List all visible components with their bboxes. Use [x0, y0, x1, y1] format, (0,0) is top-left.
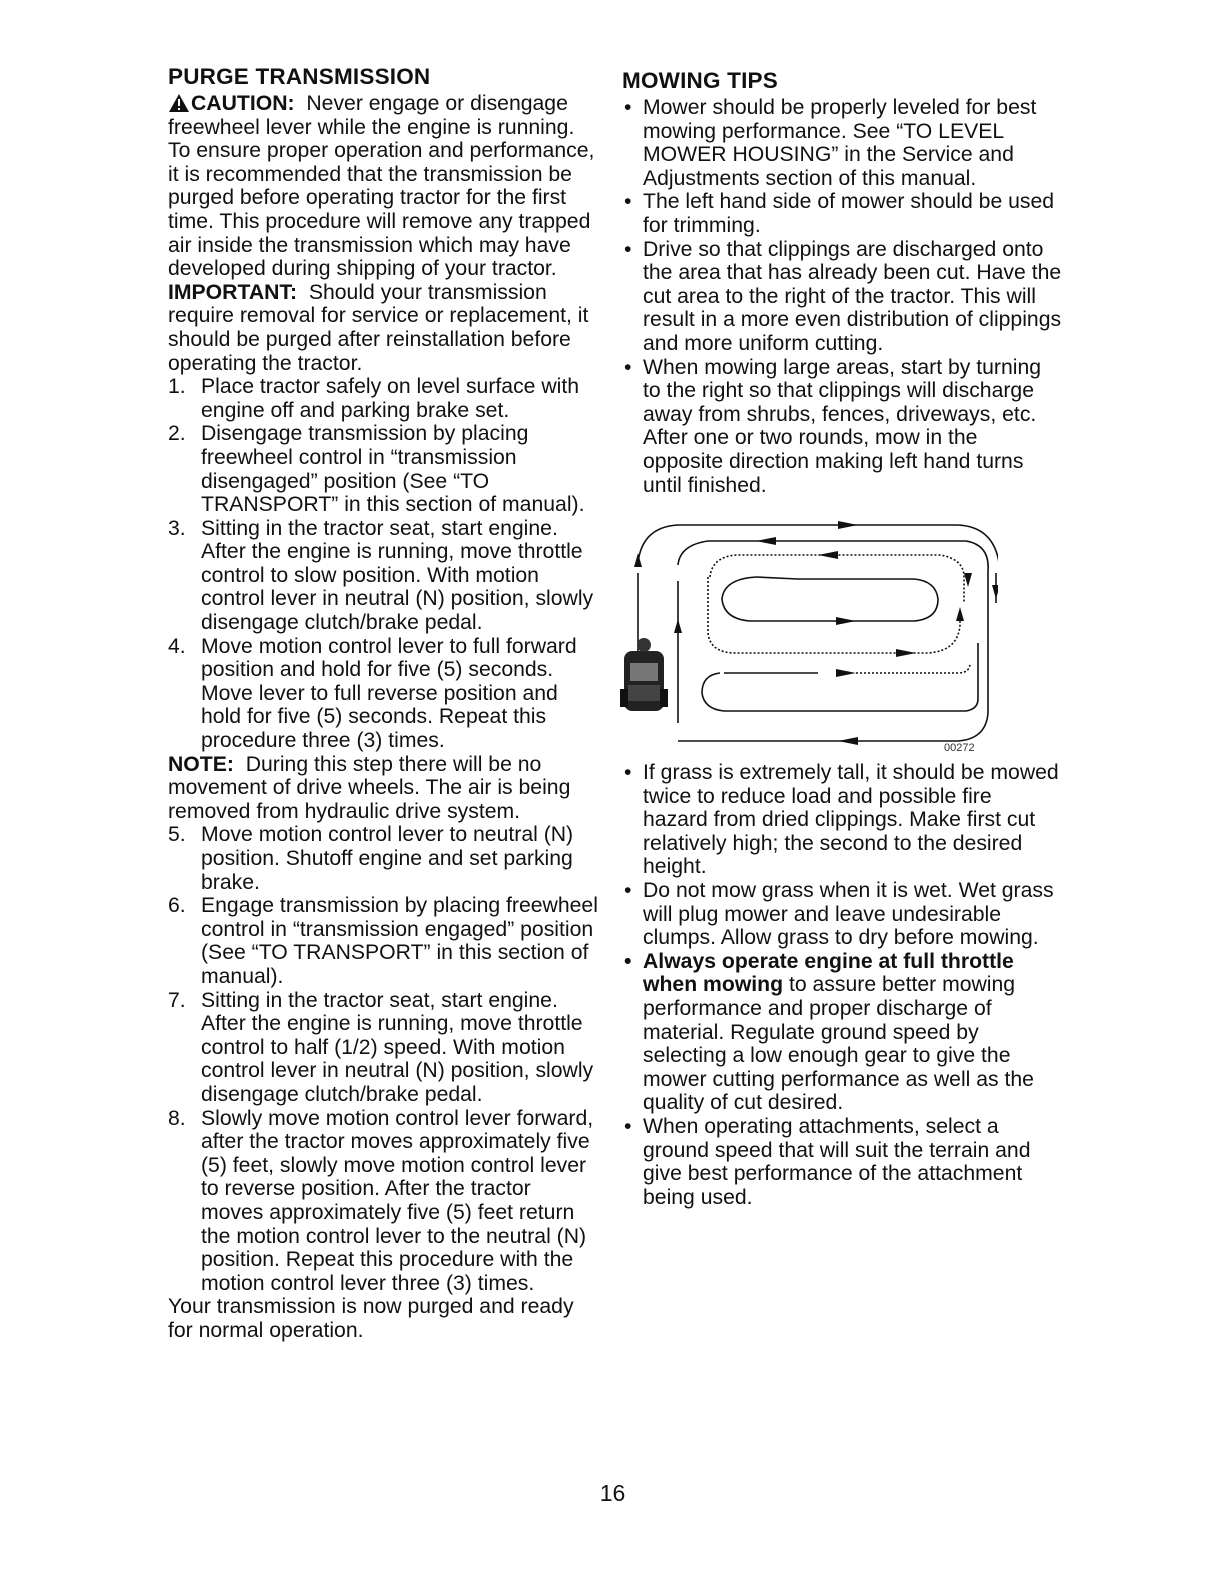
last-tip-text: When operating attachments, select a ground speed that will suit the terrain and give best performance of the attachment being used. — [643, 1115, 1031, 1209]
tractor-icon — [620, 638, 668, 711]
step-number: 3. — [168, 516, 186, 540]
step-number: 6. — [168, 894, 186, 918]
tip-text: If grass is extremely tall, it should be mowed twice to reduce load and possible fire hazard from dried clippings. Make first cut relatively high; the second to the desired height. — [643, 761, 1059, 879]
tip-text: Drive so that clippings are discharged onto the area that has already been cut. Have the cut area to the right of the tractor. This will result in a more even distribution of clippings and more uniform cutting. — [643, 237, 1062, 355]
step-number: 1. — [168, 375, 186, 399]
tip-text: Mower should be properly leveled for best mowing performance. See “TO LEVEL MOWER HOUSING” in the Service and Adjustments section of this manual. — [643, 96, 1037, 190]
step-text: Sitting in the tractor seat, start engine. After the engine is running, move throttle control to slow position. With motion control lever in neutral (N) position, slowly disengage clutch/brake pedal. — [201, 516, 594, 635]
bullet-icon: • — [624, 879, 632, 903]
step-number: 2. — [168, 422, 186, 446]
steps-list-second — [168, 823, 598, 1295]
step-item — [168, 989, 598, 1107]
note-label: NOTE: — [168, 752, 234, 776]
step-text: Place tractor safely on level surface with engine off and parking brake set. — [201, 375, 580, 422]
step-item — [168, 635, 598, 753]
bold-tip-rest: to assure better mowing performance and proper discharge of material. Regulate ground speed by selecting a low enough gear to give the mower cutting performance as well as the quality of cut desired. — [643, 973, 1034, 1115]
page-number: 16 — [599, 1480, 626, 1506]
tips-list-first — [622, 96, 1062, 497]
tip-text: When mowing large areas, start by turning to the right so that clippings will discharge away from shrubs, fences, driveways, etc. After one or two rounds, mow in the opposite direction making left hand turns until finished. — [643, 355, 1042, 497]
tips-list-second — [622, 761, 1062, 950]
important-label: IMPORTANT: — [168, 280, 298, 304]
right-column — [622, 64, 1062, 1209]
bullet-icon: • — [624, 96, 632, 119]
tip-text: Do not mow grass when it is wet. Wet grass will plug mower and leave undesirable clumps. Allow grass to dry before mowing. — [643, 879, 1054, 950]
bullet-icon: • — [624, 761, 632, 785]
step-text: Slowly move motion control lever forward, after the tractor moves approximately five (5) feet, slowly move motion control lever to reverse position. After the tractor moves approximately five (5) feet return the motion control lever to the neutral (N) position. Repeat this procedure with the motion control lever three (3) times. — [201, 1106, 594, 1295]
bullet-icon: • — [624, 1115, 632, 1138]
tip-item — [622, 190, 1062, 237]
step-item — [168, 1107, 598, 1296]
important-paragraph — [168, 281, 598, 375]
note-paragraph — [168, 753, 598, 824]
tips-list-third — [622, 950, 1062, 1210]
note-text: During this step there will be no movement of drive wheels. The air is being removed from hydraulic drive system. — [168, 752, 571, 823]
bullet-icon: • — [624, 237, 632, 261]
step-number: 7. — [168, 988, 186, 1012]
caution-paragraph — [168, 92, 598, 139]
intro-paragraph: To ensure proper operation and performance, it is recommended that the transmission be purged before operating tractor for the first time. This procedure will remove any trapped air inside the transmission which may have developed during shipping of your tractor. — [168, 139, 595, 281]
bold-tip-item — [622, 950, 1062, 1115]
step-text: Move motion control lever to neutral (N) position. Shutoff engine and set parking brake. — [201, 823, 574, 894]
warning-triangle-icon — [168, 93, 190, 113]
steps-list-first — [168, 375, 598, 753]
step-item — [168, 823, 598, 894]
step-item — [168, 894, 598, 988]
step-text: Move motion control lever to full forward position and hold for five (5) seconds. Move lever to full reverse position and hold for five (5) seconds. Repeat this procedure three (3) times. — [201, 634, 577, 753]
tip-item — [622, 761, 1062, 879]
step-number: 4. — [168, 634, 186, 658]
step-text: Disengage transmission by placing freewheel control in “transmission disengaged” position (See “TO TRANSPORT” in this section of manual). — [201, 422, 585, 517]
caution-label: CAUTION: — [191, 92, 295, 115]
bullet-icon: • — [624, 355, 632, 379]
tip-item — [622, 879, 1062, 950]
tip-item — [622, 238, 1062, 356]
bold-tip-lead: Always operate engine at full throttle when mowing — [643, 949, 1014, 997]
purge-transmission-heading: PURGE TRANSMISSION — [168, 64, 431, 89]
step-item — [168, 422, 598, 516]
tip-text: The left hand side of mower should be used for trimming. — [643, 190, 1055, 237]
important-text: Should your transmission require removal for service or replacement, it should be purged after reinstallation before operating the tractor. — [168, 280, 589, 375]
mowing-pattern-diagram — [618, 513, 998, 753]
step-item — [168, 375, 598, 422]
tip-item — [622, 356, 1062, 498]
step-number: 8. — [168, 1106, 186, 1130]
tip-item — [622, 96, 1062, 190]
step-text: Engage transmission by placing freewheel control in “transmission engaged” position (See “TO TRANSPORT” in this section of manual). — [201, 894, 598, 988]
mowing-tips-heading: MOWING TIPS — [622, 68, 778, 93]
step-text: Sitting in the tractor seat, start engine. After the engine is running, move throttle control to half (1/2) speed. With motion control lever in neutral (N) position, slowly disengage clutch/brake pedal. — [201, 988, 594, 1106]
figure-code: 00272 — [944, 742, 975, 754]
step-item — [168, 517, 598, 635]
last-tip-item — [622, 1115, 1062, 1209]
closing-paragraph: Your transmission is now purged and ready for normal operation. — [168, 1295, 574, 1342]
caution-text: Never engage or disengage freewheel lever while the engine is running. — [168, 92, 575, 139]
bullet-icon: • — [624, 949, 632, 973]
bullet-icon: • — [624, 190, 632, 214]
step-number: 5. — [168, 823, 186, 847]
left-column — [168, 64, 598, 1342]
